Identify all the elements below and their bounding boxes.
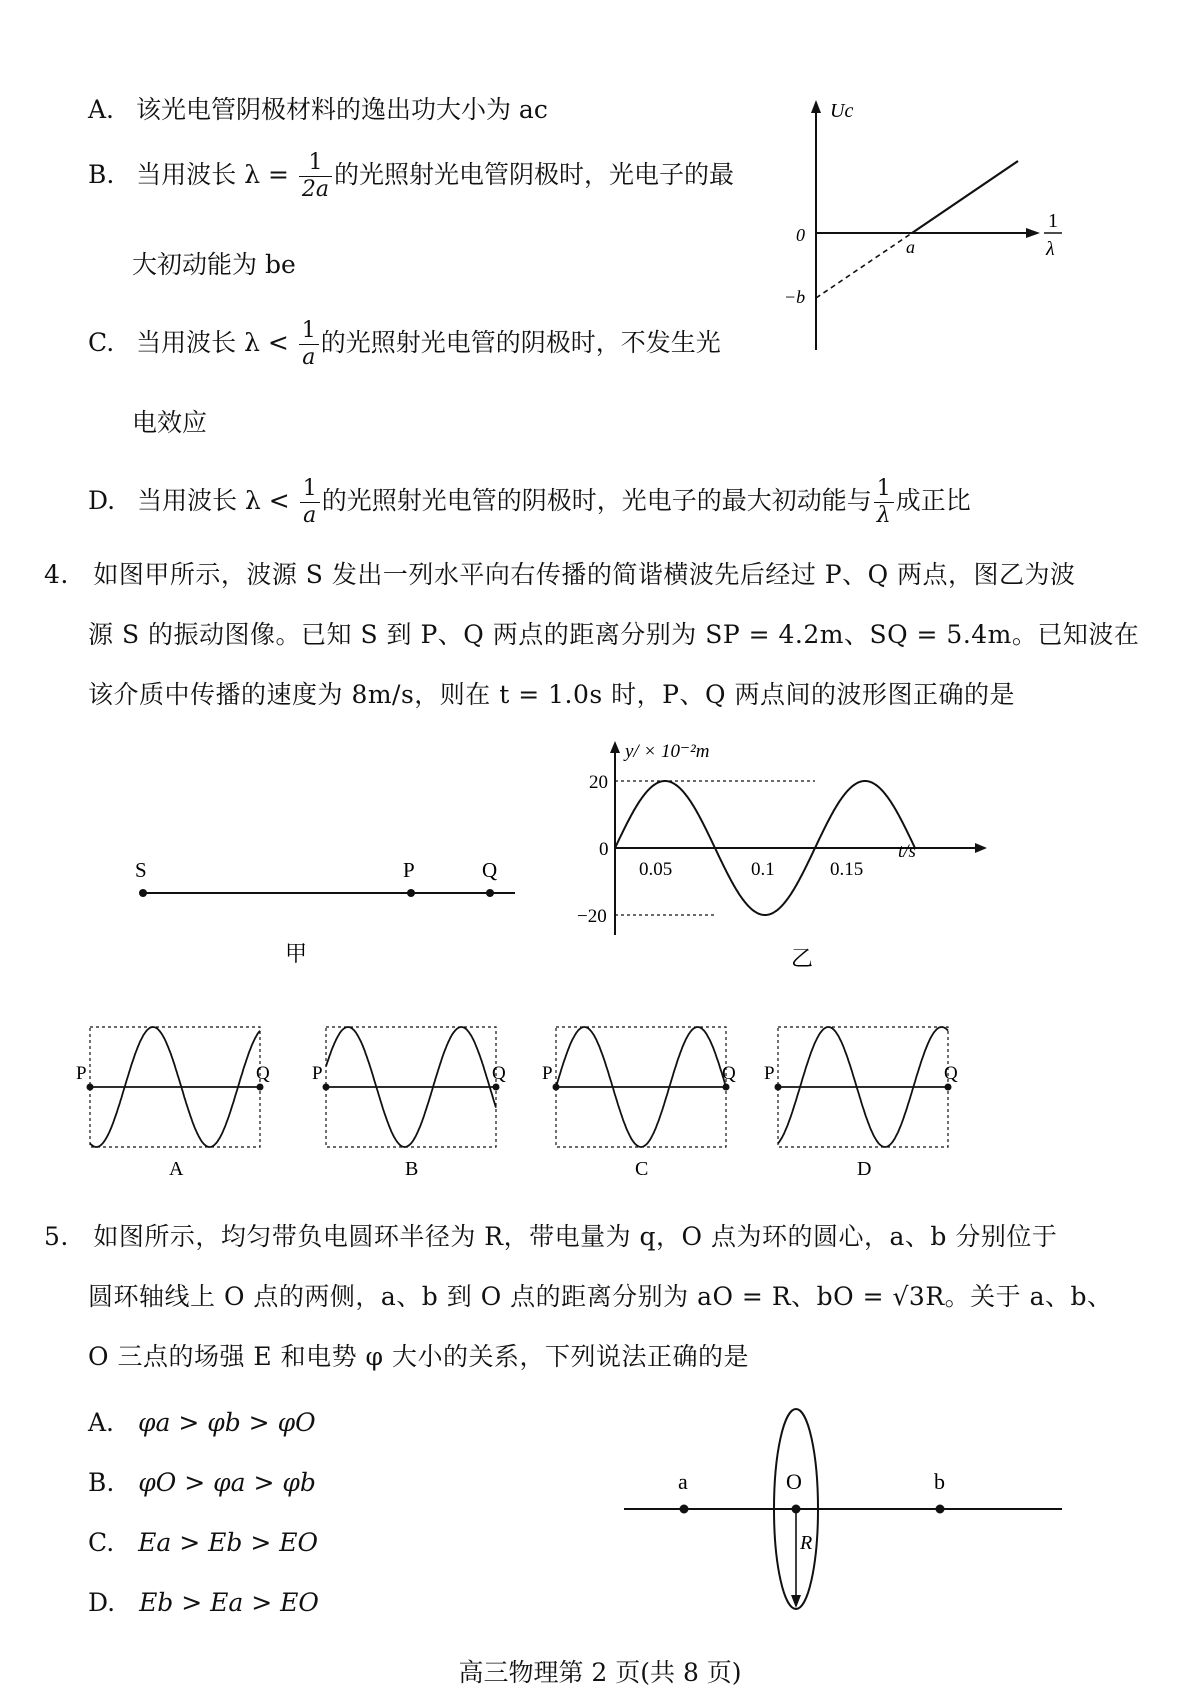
q5-label-a: a bbox=[678, 1469, 688, 1494]
q4-option-b-label-q: Q bbox=[492, 1063, 506, 1084]
q4-yi-y-label: y/ × 10⁻²m bbox=[625, 741, 710, 762]
q5-option-d-text: Eb > Ea > EO bbox=[139, 1588, 319, 1617]
q4-yi-tick-x-2: 0.1 bbox=[751, 859, 775, 880]
q4-yi-tick-y-1: 20 bbox=[589, 772, 608, 793]
page-footer: 高三物理第 2 页(共 8 页) bbox=[458, 1658, 742, 1687]
q3-option-b-post: 的光照射光电管阴极时，光电子的最 bbox=[334, 160, 735, 189]
q4-jia-caption: 甲 bbox=[285, 941, 308, 966]
q4-line-3: 该介质中传播的速度为 8m/s，则在 t = 1.0s 时，P、Q 两点间的波形图正确的是 bbox=[88, 680, 1015, 709]
q4-yi-y-arrow-icon bbox=[610, 741, 620, 753]
q4-line-1-text: 如图甲所示，波源 S 发出一列水平向右传播的简谐横波先后经过 P、Q 两点，图乙为波 bbox=[93, 560, 1076, 589]
q4-option-a-figure bbox=[76, 1027, 270, 1180]
q4-option-b-point-q bbox=[493, 1084, 500, 1091]
q4-option-c-caption: C bbox=[635, 1158, 649, 1180]
q5-option-c-text: Ea > Eb > EO bbox=[138, 1528, 318, 1557]
q3-option-b-frac-den: 2a bbox=[301, 177, 330, 202]
q5-option-a-text: φa > φb > φO bbox=[137, 1408, 316, 1437]
q4-option-a-caption: A bbox=[169, 1158, 184, 1180]
q4-option-b-point-p bbox=[323, 1084, 330, 1091]
q3-option-c-label: C. bbox=[88, 328, 115, 357]
q4-yi-x-label: t/s bbox=[898, 841, 916, 862]
q4-option-c-point-p bbox=[553, 1084, 560, 1091]
q3-option-c-frac-den: a bbox=[302, 345, 316, 370]
q5-option-b-text: φO > φa > φb bbox=[138, 1468, 316, 1497]
q4-option-d-point-q bbox=[945, 1084, 952, 1091]
q4-line-2: 源 S 的振动图像。已知 S 到 P、Q 两点的距离分别为 SP = 4.2m、SQ = 5.4m。已知波在 bbox=[88, 620, 1140, 649]
q4-yi-caption: 乙 bbox=[791, 946, 814, 971]
q3-option-b-pre: 当用波长 λ = bbox=[136, 160, 289, 189]
q4-yi-tick-y-3: −20 bbox=[577, 906, 607, 927]
q5-line-1 bbox=[44, 1222, 1057, 1252]
q4-option-d-label-q: Q bbox=[944, 1063, 958, 1084]
q3-graph-origin: 0 bbox=[796, 225, 805, 245]
q4-figure-yi bbox=[565, 735, 1045, 975]
q4-yi-tick-x-3: 0.15 bbox=[830, 859, 864, 880]
q4-number: 4. bbox=[44, 560, 69, 589]
q4-jia-label-q: Q bbox=[482, 858, 498, 882]
q5-point-a bbox=[680, 1505, 689, 1514]
q5-option-a bbox=[88, 1408, 316, 1438]
q3-graph-x-intercept: a bbox=[906, 237, 915, 257]
q4-option-c-point-q bbox=[723, 1084, 730, 1091]
q5-label-b: b bbox=[934, 1469, 945, 1494]
q3-graph-x-num: 1 bbox=[1048, 210, 1058, 232]
q3-option-d-label: D. bbox=[88, 486, 116, 515]
q5-ring-figure bbox=[620, 1405, 1070, 1620]
q4-option-a-label-p: P bbox=[76, 1063, 87, 1084]
q4-jia-point-s bbox=[139, 889, 147, 897]
q4-option-c-label-q: Q bbox=[722, 1063, 736, 1084]
q3-option-c-fraction bbox=[299, 320, 319, 369]
q5-line-2: 圆环轴线上 O 点的两侧，a、b 到 O 点的距离分别为 aO = R、bO = √3R。关于 a、b、 bbox=[88, 1282, 1113, 1311]
q4-jia-point-p bbox=[407, 889, 415, 897]
q4-line-1 bbox=[44, 560, 1076, 590]
q3-option-d-frac-den: a bbox=[303, 503, 317, 528]
q4-jia-label-p: P bbox=[403, 858, 415, 882]
q4-option-a-point-p bbox=[87, 1084, 94, 1091]
q3-option-a bbox=[88, 95, 548, 125]
q4-option-a-point-q bbox=[257, 1084, 264, 1091]
q4-option-b-label-p: P bbox=[312, 1063, 323, 1084]
q3-graph-y-arrow-icon bbox=[811, 100, 821, 113]
q3-option-b bbox=[88, 152, 734, 201]
q5-option-c bbox=[88, 1528, 318, 1558]
q3-graph-y-label: Uc bbox=[830, 100, 854, 122]
q5-option-b-label: B. bbox=[88, 1468, 115, 1497]
q4-yi-tick-y-2: 0 bbox=[599, 839, 609, 860]
q3-option-d-mid: 的光照射光电管的阴极时，光电子的最大初动能与 bbox=[321, 486, 872, 515]
q3-option-b-label: B. bbox=[88, 160, 115, 189]
q4-jia-point-q bbox=[486, 889, 494, 897]
q4-option-b-caption: B bbox=[405, 1158, 419, 1180]
q4-figure-jia bbox=[115, 855, 535, 975]
q4-option-c-figure bbox=[542, 1027, 736, 1180]
q5-option-b bbox=[88, 1468, 316, 1498]
q5-option-d bbox=[88, 1588, 319, 1618]
q4-jia-label-s: S bbox=[135, 858, 147, 882]
q3-graph-line bbox=[912, 161, 1018, 233]
q5-point-o bbox=[792, 1505, 801, 1514]
q3-option-d-frac2-den: λ bbox=[876, 503, 891, 528]
q5-number: 5. bbox=[44, 1222, 69, 1251]
q3-graph-y-intercept: −b bbox=[784, 287, 806, 307]
q4-option-d-label-p: P bbox=[764, 1063, 775, 1084]
q3-option-b-frac-num: 1 bbox=[299, 152, 332, 177]
q3-option-b-fraction bbox=[299, 152, 332, 201]
q3-option-c-pre: 当用波长 λ < bbox=[136, 328, 289, 357]
q4-option-c-label-p: P bbox=[542, 1063, 553, 1084]
q3-option-d-fraction-2 bbox=[874, 478, 894, 527]
q3-option-a-label: A. bbox=[88, 95, 115, 124]
q4-yi-t-arrow-icon bbox=[975, 843, 987, 853]
q4-option-a-label-q: Q bbox=[256, 1063, 270, 1084]
q5-option-d-label: D. bbox=[88, 1588, 116, 1617]
q5-label-r: R bbox=[800, 1532, 813, 1554]
q5-point-b bbox=[936, 1505, 945, 1514]
q3-graph-dashed-line bbox=[816, 233, 912, 298]
q3-option-d-pre: 当用波长 λ < bbox=[137, 486, 290, 515]
q3-graph-x-arrow-icon bbox=[1026, 228, 1040, 238]
q4-yi-tick-x-1: 0.05 bbox=[639, 859, 673, 880]
q4-option-b-figure bbox=[312, 1027, 506, 1180]
q3-option-d-frac-num: 1 bbox=[300, 478, 320, 503]
q3-option-c-line2: 电效应 bbox=[132, 408, 208, 437]
q5-line-1-text: 如图所示，均匀带负电圆环半径为 R，带电量为 q，O 点为环的圆心，a、b 分别位于 bbox=[93, 1222, 1058, 1251]
q3-option-d bbox=[88, 478, 971, 527]
q4-option-d-caption: D bbox=[857, 1158, 872, 1180]
q3-graph bbox=[760, 95, 1080, 355]
q5-label-o: O bbox=[786, 1469, 802, 1494]
q4-option-d-figure bbox=[764, 1027, 958, 1180]
q3-graph-x-den: λ bbox=[1046, 238, 1055, 260]
q5-option-a-label: A. bbox=[88, 1408, 115, 1437]
q5-line-3: O 三点的场强 E 和电势 φ 大小的关系，下列说法正确的是 bbox=[88, 1342, 749, 1371]
q3-option-d-post: 成正比 bbox=[895, 486, 971, 515]
q4-options-figures bbox=[78, 1012, 1078, 1187]
q3-option-c bbox=[88, 320, 721, 369]
q5-option-c-label: C. bbox=[88, 1528, 115, 1557]
q3-option-a-text: 该光电管阴极材料的逸出功大小为 ac bbox=[135, 95, 548, 124]
q4-option-d-point-p bbox=[775, 1084, 782, 1091]
q3-option-d-frac2-num: 1 bbox=[874, 478, 894, 503]
q3-option-c-frac-num: 1 bbox=[299, 320, 319, 345]
q3-option-b-line2: 大初动能为 be bbox=[132, 250, 296, 279]
q5-radius-arrow-icon bbox=[791, 1595, 801, 1608]
q3-option-d-fraction bbox=[300, 478, 320, 527]
q3-option-c-post: 的光照射光电管的阴极时，不发生光 bbox=[320, 328, 721, 357]
